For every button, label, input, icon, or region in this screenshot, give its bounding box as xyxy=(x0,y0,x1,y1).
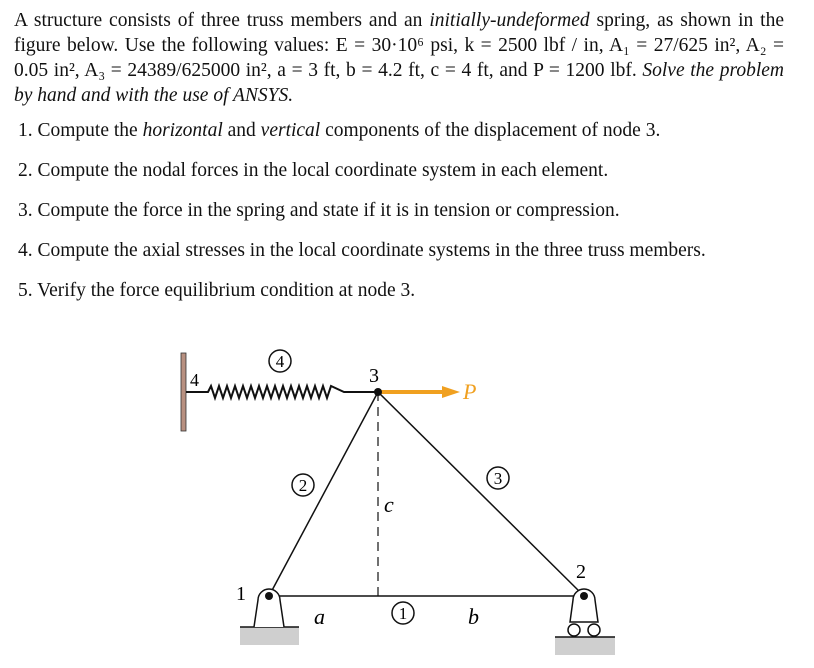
intro-text-2: spring, as shown in the figure below. Use the following values: xyxy=(14,10,785,56)
spring xyxy=(186,386,378,398)
element-2-label xyxy=(292,474,314,496)
ground-left xyxy=(240,627,299,645)
element-1-label xyxy=(392,602,414,624)
intro-text: A structure consists of three truss members and an xyxy=(14,10,430,31)
node-3-label: 3 xyxy=(369,365,379,387)
task-number: 3. xyxy=(18,200,33,221)
task-emphasis: vertical xyxy=(260,120,321,141)
task-number: 1. xyxy=(18,120,33,141)
node-4-label: 4 xyxy=(190,370,199,390)
node-1-label: 1 xyxy=(236,583,246,605)
node-2-dot xyxy=(580,592,588,600)
task-number: 5. xyxy=(18,280,33,301)
svg-text:2: 2 xyxy=(298,476,308,495)
task-text: Compute the nodal forces in the local coordinate system in each element. xyxy=(37,160,609,181)
given-values: E = 30·10⁶ psi, k = 2500 lbf / in, A₁ = 27/625 in², A₂ = 0.05 in², A₃ = 24389/625000 in², a = 3 ft, b = 4.2 ft, c = 4 ft, and P = 1200 lbf. xyxy=(14,35,784,81)
dimension-c-label: c xyxy=(384,492,394,517)
node-2-label: 2 xyxy=(576,561,586,583)
ground-right xyxy=(555,637,615,655)
node-3-dot xyxy=(374,388,382,396)
task-text: Compute the xyxy=(37,120,143,141)
task-number: 4. xyxy=(18,240,33,261)
instruction: Solve the problem by hand and with the use of ANSYS. xyxy=(14,60,785,106)
load-label: P xyxy=(463,379,477,404)
dimension-a-label: a xyxy=(314,604,325,629)
element-3-label xyxy=(487,467,509,489)
svg-text:3: 3 xyxy=(493,469,503,488)
task-text: components of the displacement of node 3. xyxy=(320,120,661,141)
roller-wheel xyxy=(568,624,580,636)
member-2 xyxy=(269,392,378,596)
member-3 xyxy=(378,392,584,596)
task-text: Verify the force equilibrium condition at node 3. xyxy=(37,280,416,301)
load-arrowhead xyxy=(442,386,460,398)
task-text: Compute the force in the spring and state if it is in tension or compression. xyxy=(37,200,620,221)
svg-text:1: 1 xyxy=(398,604,408,623)
task-emphasis: horizontal xyxy=(142,120,223,141)
task-text: Compute the axial stresses in the local coordinate systems in the three truss members. xyxy=(37,240,706,261)
node-1-dot xyxy=(265,592,273,600)
wall xyxy=(181,353,186,431)
task-text: and xyxy=(222,120,261,141)
intro-emphasis: initially-undeformed xyxy=(429,10,590,31)
svg-text:4: 4 xyxy=(275,352,285,371)
dimension-b-label: b xyxy=(468,604,479,629)
task-number: 2. xyxy=(18,160,33,181)
element-4-label xyxy=(269,350,291,372)
roller-wheel xyxy=(588,624,600,636)
